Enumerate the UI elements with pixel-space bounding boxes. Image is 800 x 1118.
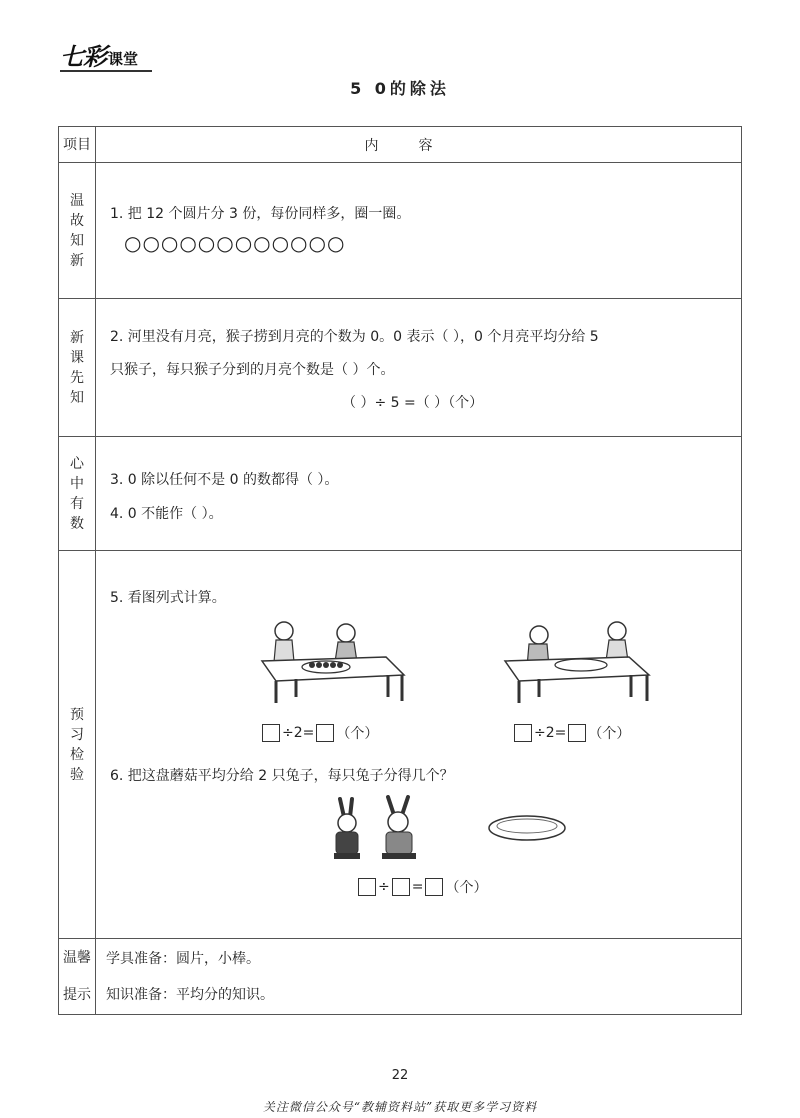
answer-box[interactable] [392, 878, 410, 896]
table-legs-icon [519, 675, 647, 703]
dish-icon [489, 816, 565, 840]
boy-head-icon [530, 626, 548, 644]
empty-dish-picture [486, 811, 568, 845]
tip-1: 学具准备：圆片，小棒。 [106, 951, 260, 967]
answer-box[interactable] [425, 878, 443, 896]
rabbit-icon [382, 797, 416, 859]
tips-content-cell [96, 939, 742, 1015]
new-lesson-label: 新课先知 [70, 329, 84, 406]
answer-box[interactable] [358, 878, 376, 896]
header-item-cell [59, 127, 96, 163]
logo-underline [60, 70, 152, 72]
header-item-label: 项目 [63, 136, 91, 153]
girl-head-icon [608, 622, 626, 640]
tips-label-cell [59, 939, 96, 1015]
mind-label: 心中有数 [70, 455, 84, 532]
child-head-icon [275, 622, 293, 640]
footer-note: 关注微信公众号“教辅资料站”获取更多学习资料 [262, 1100, 538, 1114]
formula-eq: = [411, 879, 424, 895]
table-picture-left [256, 617, 406, 707]
formula-op: ÷2= [282, 725, 315, 741]
mind-label-cell [59, 437, 96, 551]
answer-box[interactable] [316, 724, 334, 742]
header-content-label: 内容 [364, 137, 473, 154]
formula-unit: （个） [445, 880, 488, 896]
question-5: 5. 看图列式计算。 [110, 590, 226, 606]
formula-unit: （个） [336, 726, 379, 742]
question-1: 1. 把 12 个圆片分 3 份，每份同样多，圈一圈。 [110, 206, 411, 222]
mind-content-cell [96, 437, 742, 551]
circle-row: ○○○○○○○○○○○○ [124, 231, 346, 255]
check-label-cell [59, 551, 96, 939]
question-2-line-1: 2. 河里没有月亮，猴子捞到月亮的个数为 0。0 表示（ ），0 个月亮平均分给 5 [110, 329, 599, 345]
new-lesson-label-cell [59, 299, 96, 437]
tips-label-2: 提示 [63, 986, 91, 1003]
formula-left [262, 723, 378, 743]
check-content-cell [96, 551, 742, 939]
formula-unit: （个） [588, 726, 631, 742]
formula-q6 [358, 877, 487, 897]
table-legs-icon [276, 675, 402, 703]
empty-plate-icon [555, 659, 607, 671]
tip-2: 知识准备：平均分的知识。 [106, 987, 274, 1003]
question-6: 6. 把这盘蘑菇平均分给 2 只兔子，每只兔子分得几个？ [110, 768, 454, 784]
question-4: 4. 0 不能作（ ）。 [110, 506, 223, 522]
new-lesson-content-cell [96, 299, 742, 437]
formula-div: ÷ [378, 879, 390, 895]
formula-right [514, 723, 630, 743]
tips-label-1: 温馨 [63, 949, 91, 966]
answer-box[interactable] [262, 724, 280, 742]
question-2-line-2: 只猴子，每只猴子分到的月亮个数是（ ）个。 [110, 362, 395, 378]
page-title: 5 0的除法 [350, 79, 450, 98]
review-content-cell [96, 163, 742, 299]
mushrooms-icon [309, 662, 343, 668]
question-3: 3. 0 除以任何不是 0 的数都得（ ）。 [110, 472, 339, 488]
brand-logo [60, 42, 138, 72]
logo-text: 课堂 [108, 50, 139, 68]
worksheet-table [58, 126, 742, 1015]
boy-head-icon [337, 624, 355, 642]
page-number: 22 [391, 1068, 409, 1083]
answer-box[interactable] [568, 724, 586, 742]
table-picture-right [501, 617, 651, 707]
rabbits-picture [326, 795, 426, 861]
answer-box[interactable] [514, 724, 532, 742]
check-label: 预习检验 [70, 706, 84, 783]
header-content-cell [96, 127, 742, 163]
question-2-formula: （ ）÷ 5 =（ ）（个） [342, 395, 484, 411]
review-label: 温故知新 [70, 192, 84, 269]
formula-op: ÷2= [534, 725, 567, 741]
review-label-cell [59, 163, 96, 299]
child-body-icon [274, 640, 294, 662]
rabbit-icon [334, 799, 360, 859]
logo-mark: 七彩 [60, 42, 106, 71]
